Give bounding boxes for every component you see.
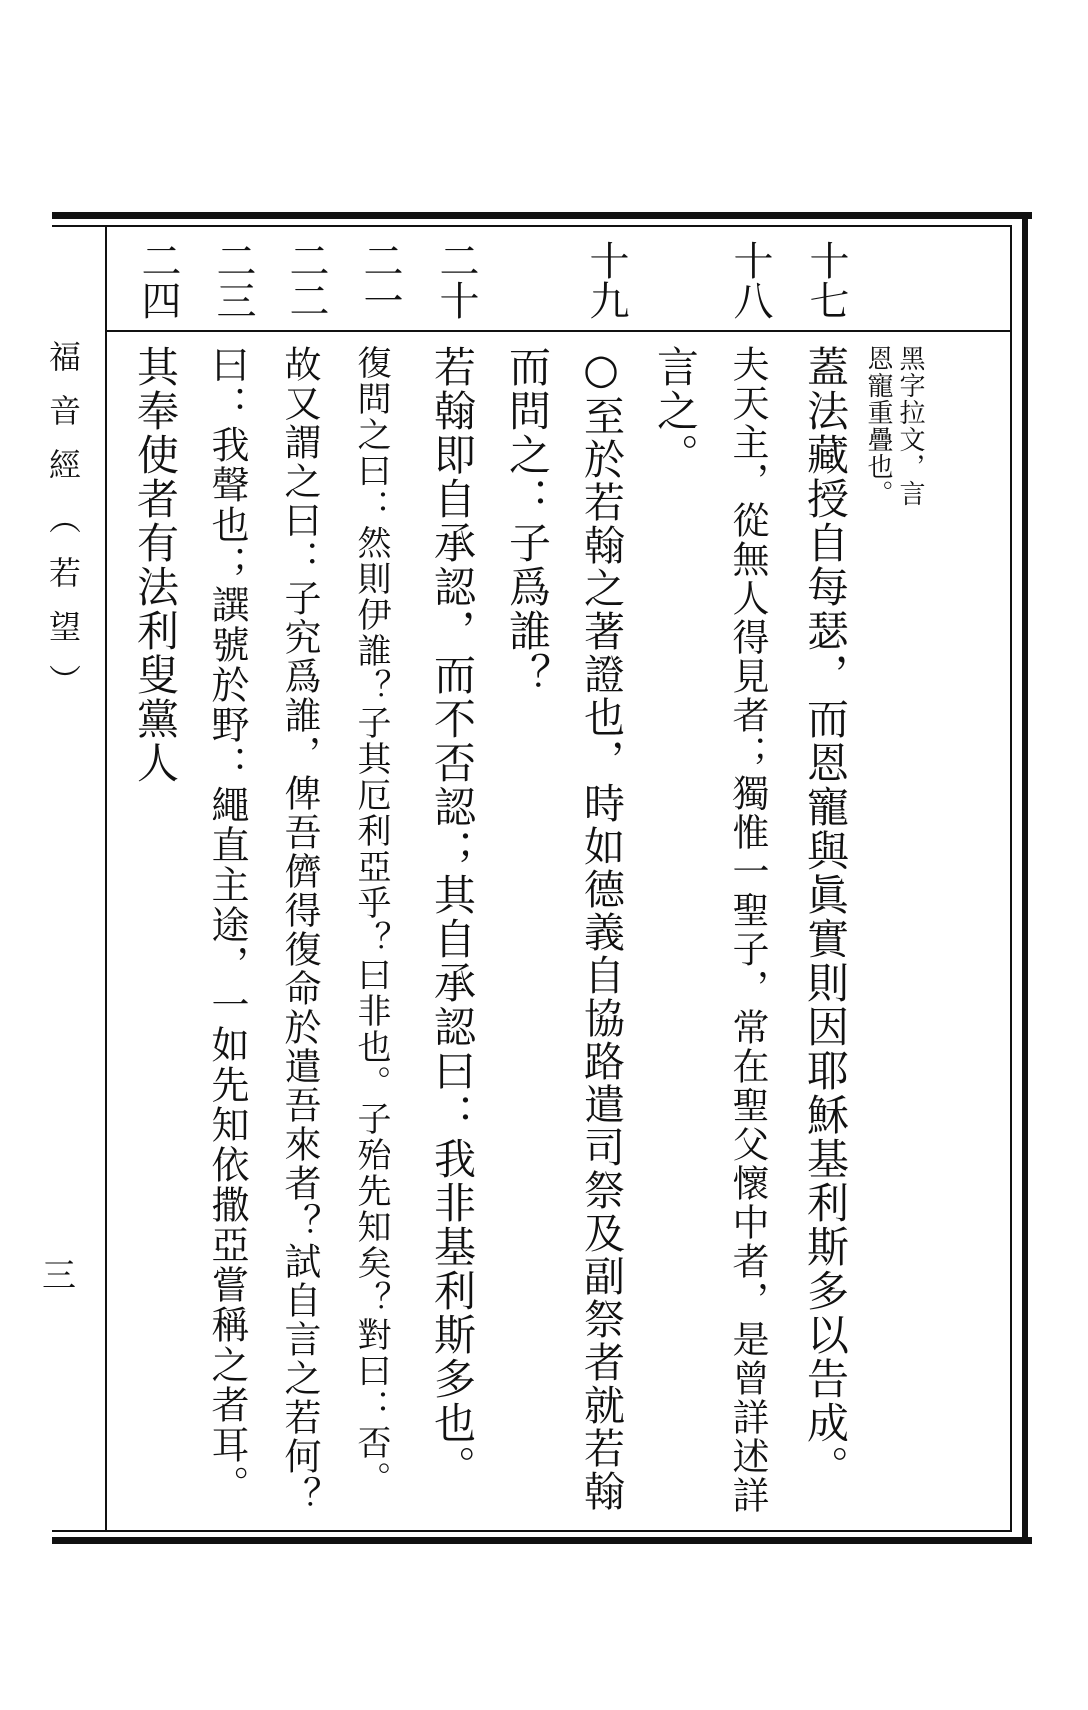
verse-number-23: 二三 — [210, 240, 256, 320]
bottom-inner-border — [52, 1530, 1012, 1532]
right-border — [1022, 212, 1028, 1544]
top-border — [52, 212, 1032, 219]
text-column-2: 夫天主，從無人得見者；獨惟一聖子，常在聖父懷中者，是曾詳述詳 — [726, 345, 769, 1515]
verse-number-21: 二一 — [357, 240, 403, 320]
text-column-7: 復問之曰：然則伊誰？子其厄利亞乎？曰非也。子殆先知矣？對曰：否。 — [351, 345, 391, 1497]
text-column-9: 曰：我聲也；譔號於野：繩直主途，一如先知依撒亞嘗稱之者耳。 — [205, 345, 249, 1505]
note-line-2: 恩寵重疊也。 — [863, 345, 893, 507]
top-inner-border — [52, 225, 1012, 227]
bottom-border — [52, 1537, 1032, 1544]
verse-number-divider — [107, 330, 1010, 332]
text-column-8: 故又謂之曰：子究爲誰，俾吾儕得復命於遣吾來者？試自言之若何？ — [278, 345, 321, 1515]
verse-number-19: 十九 — [583, 240, 629, 320]
text-column-5: 而問之：子爲誰？ — [503, 345, 552, 697]
right-inner-border — [1010, 225, 1012, 1532]
verse-number-17: 十七 — [803, 240, 849, 320]
verse-number-18: 十八 — [727, 240, 773, 320]
text-column-3: 言之。 — [651, 345, 700, 477]
text-column-10: 其奉使者有法利叟黨人 — [131, 345, 180, 785]
book-title: 福音經（若望） — [44, 340, 82, 718]
text-column-1: 蓋法藏授自每瑟，而恩寵與眞實則因耶穌基利斯多以告成。 — [801, 345, 850, 1489]
text-column-6: 若翰即自承認，而不否認；其自承認曰：我非基利斯多也。 — [428, 345, 477, 1489]
verse-number-24: 二四 — [135, 240, 181, 320]
verse-number-20: 二十 — [433, 240, 479, 320]
page-number: 三 — [42, 1256, 76, 1296]
verse-number-22: 二二 — [283, 240, 329, 320]
note-line-1: 黑字拉文，言 — [895, 345, 925, 507]
text-column-4: ○至於若翰之著證也，時如德義自協路遣司祭及副祭者就若翰 — [577, 345, 625, 1513]
left-border — [105, 225, 107, 1532]
